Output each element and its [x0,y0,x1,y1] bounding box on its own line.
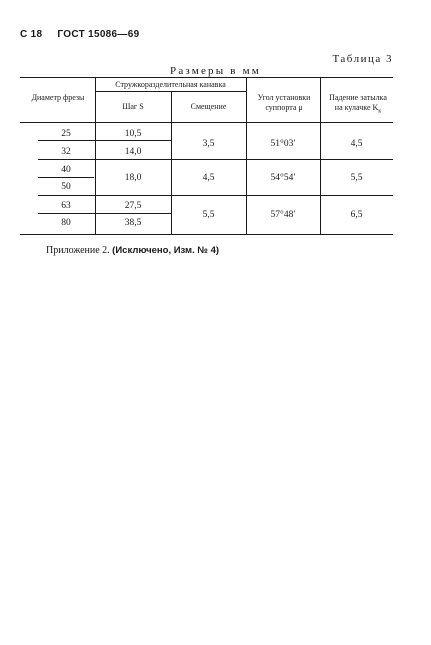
page-header [20,29,139,40]
row-diameter: 40 [61,165,71,175]
group-offset: 4,5 [202,173,215,183]
group-offset: 3,5 [202,139,215,149]
row-step: 14,0 [124,147,142,157]
row-step: 27,5 [124,201,142,211]
header-step: Шаг S [122,102,144,111]
table-top-rule [20,77,393,78]
row-diameter: 50 [61,182,71,192]
row-diameter: 80 [61,218,71,228]
group-angle: 51°03′ [270,139,296,149]
table-number: Таблица 3 [332,53,393,65]
units-caption: Размеры в мм [170,65,261,77]
header-diameter: Диаметр фрезы [31,93,85,102]
row-diameter: 32 [61,147,71,157]
row-rule [38,195,393,196]
row-rule [38,159,393,160]
group-fall: 5,5 [350,173,363,183]
header-bottom-rule [20,122,393,123]
standard-code: ГОСТ 15086—69 [57,29,140,40]
group-fall: 6,5 [350,210,363,220]
appendix-label: Приложение 2. [46,245,110,256]
group-offset: 5,5 [202,210,215,220]
row-diameter: 25 [61,129,71,139]
row-step: 18,0 [124,173,142,183]
header-angle: Угол установки суппорта μ [257,93,311,112]
appendix-note [46,245,219,256]
header-fall: Падение затылка на кулачке $K_к$ [329,93,387,115]
header-offset: Смещение [190,102,227,111]
row-step: 38,5 [124,218,142,228]
row-diameter: 63 [61,201,71,211]
group-fall: 4,5 [350,139,363,149]
group-angle: 54°54′ [270,173,296,183]
row-rule [38,213,171,214]
row-rule [38,177,94,178]
row-step: 10,5 [124,129,142,139]
table-bottom-rule [20,234,393,235]
appendix-status: (Исключено, Изм. № 4) [112,245,220,256]
page-number: С 18 [20,29,43,40]
group-angle: 57°48′ [270,210,296,220]
row-rule [38,140,171,141]
header-groove: Стружкоразделительная канавка [115,80,226,89]
